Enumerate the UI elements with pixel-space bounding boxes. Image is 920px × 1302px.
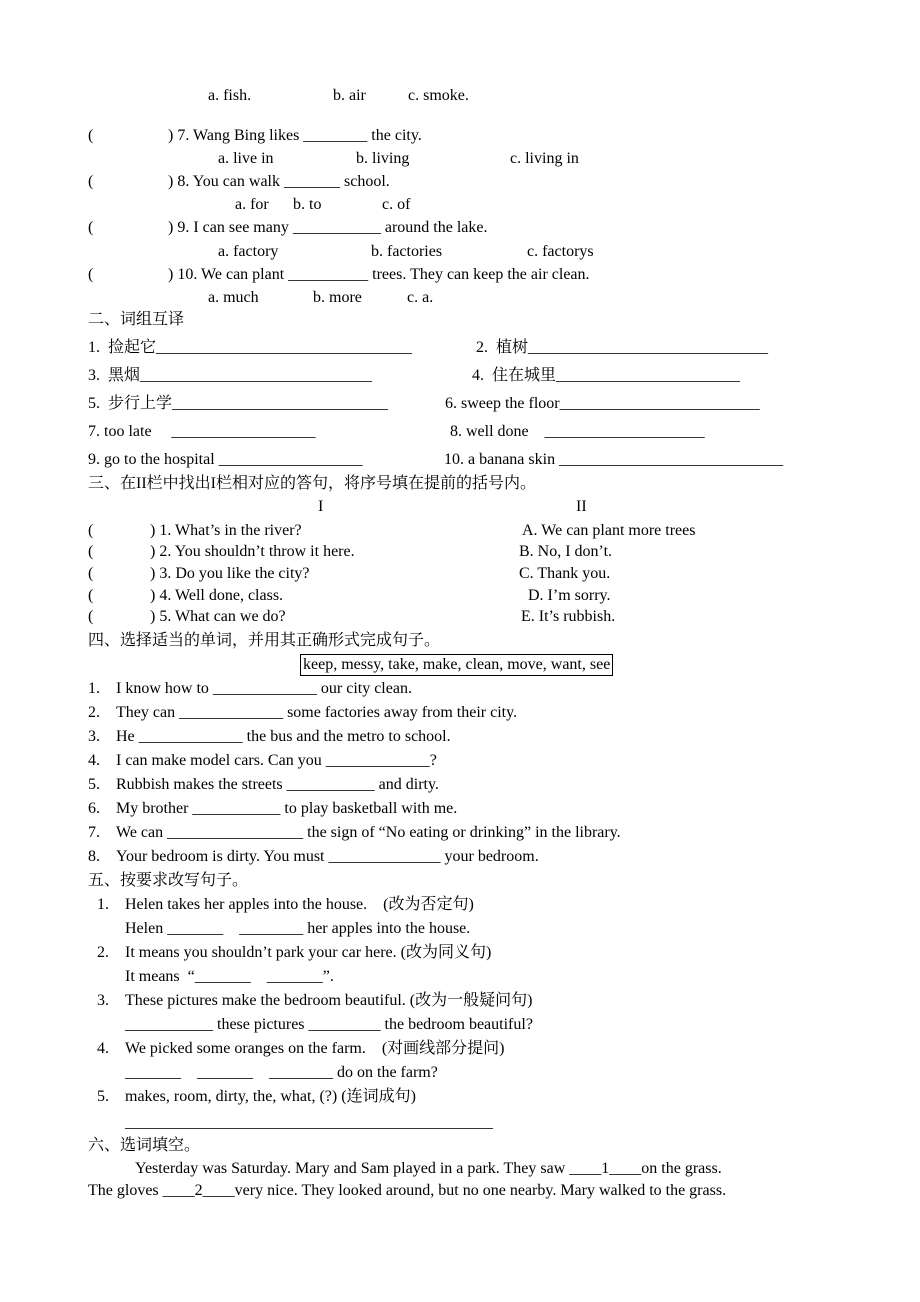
item-number: 4. xyxy=(97,1040,109,1057)
option: c. smoke. xyxy=(408,87,469,104)
answer-paren: ( xyxy=(88,127,94,144)
section-title: 二、词组互译 xyxy=(88,311,185,328)
item-number: 3. xyxy=(88,728,100,745)
phrase-item: 5. 步行上学___________________________ xyxy=(88,395,389,412)
option: b. living xyxy=(356,150,410,167)
rewrite-line: These pictures make the bedroom beautiful. (改为一般疑问句) xyxy=(125,992,533,1009)
question-9: ) 9. I can see many ___________ around the lake. xyxy=(168,219,488,236)
fill-sentence: I know how to _____________ our city clean. xyxy=(116,680,412,697)
option: c. factorys xyxy=(527,243,594,260)
phrase-item: 2. 植树______________________________ xyxy=(476,339,769,356)
word-box: keep, messy, take, make, clean, move, want, see xyxy=(300,654,613,676)
match-question: ) 2. You shouldn’t throw it here. xyxy=(150,543,355,560)
phrase-item: 4. 住在城里_______________________ xyxy=(472,367,741,384)
option: a. live in xyxy=(218,150,274,167)
rewrite-line: makes, room, dirty, the, what, (?) (连词成句) xyxy=(125,1088,416,1105)
option: b. air xyxy=(333,87,366,104)
answer-paren: ( xyxy=(88,266,94,283)
fill-sentence: Rubbish makes the streets ___________ and dirty. xyxy=(116,776,439,793)
fill-sentence: My brother ___________ to play basketball with me. xyxy=(116,800,458,817)
answer-paren: ( xyxy=(88,173,94,190)
match-answer: D. I’m sorry. xyxy=(528,587,611,604)
phrase-item: 10. a banana skin ____________________________ xyxy=(444,451,784,468)
rewrite-line: ______________________________________________ xyxy=(125,1114,493,1131)
phrase-item: 8. well done ____________________ xyxy=(450,423,705,440)
rewrite-line: We picked some oranges on the farm. (对画线部分提问) xyxy=(125,1040,505,1057)
rewrite-line: Helen takes her apples into the house. (改为否定句) xyxy=(125,896,474,913)
match-answer: A. We can plant more trees xyxy=(522,522,696,539)
item-number: 8. xyxy=(88,848,100,865)
passage-line: The gloves ____2____very nice. They looked around, but no one nearby. Mary walked to the grass. xyxy=(88,1182,727,1199)
fill-sentence: He _____________ the bus and the metro to school. xyxy=(116,728,451,745)
item-number: 2. xyxy=(88,704,100,721)
match-question: ) 5. What can we do? xyxy=(150,608,286,625)
fill-sentence: Your bedroom is dirty. You must ______________ your bedroom. xyxy=(116,848,539,865)
fill-sentence: We can _________________ the sign of “No eating or drinking” in the library. xyxy=(116,824,621,841)
question-8: ) 8. You can walk _______ school. xyxy=(168,173,390,190)
section-title: 四、选择适当的单词，并用其正确形式完成句子。 xyxy=(88,632,441,649)
fill-sentence: I can make model cars. Can you _____________? xyxy=(116,752,437,769)
rewrite-line: It means “_______ _______”. xyxy=(125,968,334,985)
item-number: 7. xyxy=(88,824,100,841)
item-number: 4. xyxy=(88,752,100,769)
item-number: 3. xyxy=(97,992,109,1009)
item-number: 1. xyxy=(97,896,109,913)
passage-line: Yesterday was Saturday. Mary and Sam played in a park. They saw ____1____on the grass. xyxy=(135,1160,722,1177)
answer-paren: ( xyxy=(88,565,94,582)
rewrite-line: _______ _______ ________ do on the farm? xyxy=(125,1064,438,1081)
match-answer: C. Thank you. xyxy=(519,565,611,582)
phrase-item: 6. sweep the floor_________________________ xyxy=(445,395,760,412)
rewrite-line: It means you shouldn’t park your car here. (改为同义句) xyxy=(125,944,492,961)
item-number: 5. xyxy=(88,776,100,793)
option: a. much xyxy=(208,289,259,306)
item-number: 6. xyxy=(88,800,100,817)
match-answer: E. It’s rubbish. xyxy=(521,608,616,625)
match-question: ) 1. What’s in the river? xyxy=(150,522,302,539)
section-title: 三、在II栏中找出I栏相对应的答句，将序号填在提前的括号内。 xyxy=(88,475,536,492)
option: c. a. xyxy=(407,289,434,306)
question-7: ) 7. Wang Bing likes ________ the city. xyxy=(168,127,422,144)
option: b. more xyxy=(313,289,362,306)
match-answer: B. No, I don’t. xyxy=(519,543,613,560)
option: a. fish. xyxy=(208,87,252,104)
match-question: ) 3. Do you like the city? xyxy=(150,565,310,582)
phrase-item: 7. too late __________________ xyxy=(88,423,316,440)
option: c. living in xyxy=(510,150,579,167)
item-number: 2. xyxy=(97,944,109,961)
match-question: ) 4. Well done, class. xyxy=(150,587,284,604)
option: a. for xyxy=(235,196,269,213)
rewrite-line: Helen _______ ________ her apples into the house. xyxy=(125,920,471,937)
item-number: 1. xyxy=(88,680,100,697)
option: b. to xyxy=(293,196,322,213)
section-title: 六、选词填空。 xyxy=(88,1137,201,1154)
rewrite-line: ___________ these pictures _________ the bedroom beautiful? xyxy=(125,1016,533,1033)
answer-paren: ( xyxy=(88,522,94,539)
phrase-item: 9. go to the hospital __________________ xyxy=(88,451,363,468)
answer-paren: ( xyxy=(88,608,94,625)
item-number: 5. xyxy=(97,1088,109,1105)
fill-sentence: They can _____________ some factories away from their city. xyxy=(116,704,518,721)
phrase-item: 3. 黑烟_____________________________ xyxy=(88,367,373,384)
answer-paren: ( xyxy=(88,543,94,560)
answer-paren: ( xyxy=(88,219,94,236)
option: a. factory xyxy=(218,243,279,260)
option: c. of xyxy=(382,196,411,213)
column-header: I xyxy=(318,498,324,515)
answer-paren: ( xyxy=(88,587,94,604)
option: b. factories xyxy=(371,243,443,260)
phrase-item: 1. 捡起它________________________________ xyxy=(88,339,413,356)
column-header: II xyxy=(576,498,587,515)
section-title: 五、按要求改写句子。 xyxy=(88,872,249,889)
question-10: ) 10. We can plant __________ trees. They can keep the air clean. xyxy=(168,266,590,283)
